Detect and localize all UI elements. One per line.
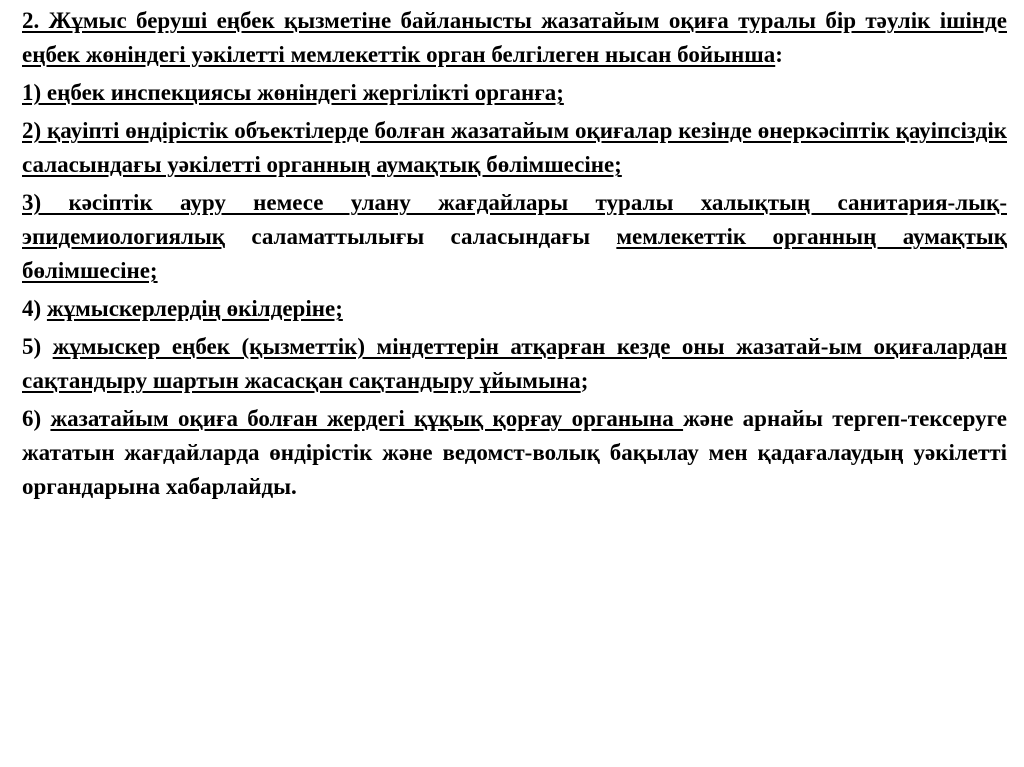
list-item-6-text-a: жазатайым оқиға болған жердегі құқық қорғау органына <box>50 406 684 431</box>
list-item-3-text-c: мемлекеттік органның аумақтық бөлімшесіне; <box>22 224 1007 283</box>
list-item-3-text-a: 3) кәсіптік ауру немесе улану жағдайлары туралы халықтың санитария-лық-эпидемиологиялық <box>22 190 1007 249</box>
intro-colon: : <box>775 42 783 67</box>
list-item-3 <box>22 186 1007 288</box>
list-item-2 <box>22 114 1007 182</box>
list-item-4 <box>22 292 1007 326</box>
list-item-5-number: 5) <box>22 334 53 359</box>
list-item-6 <box>22 402 1007 504</box>
document-body <box>22 4 1007 508</box>
list-item-2-text: 2) қауіпті өндірістік объектілерде болған жазатайым оқиғалар кезінде өнеркәсіптік қауіпсіздік саласындағы уәкілетті органның аумақтық бөлімшесіне; <box>22 118 1007 177</box>
list-item-3-text-b: саламаттылығы саласындағы <box>225 224 617 249</box>
list-item-4-text: жұмыскерлердің өкілдеріне; <box>46 296 343 321</box>
paragraph-intro <box>22 4 1007 72</box>
intro-text: 2. Жұмыс беруші еңбек қызметіне байланысты жазатайым оқиға туралы бір тәулік ішінде еңбек жөніндегі уәкілетті мемлекеттік орган белгілеген нысан бойынша <box>22 8 1007 67</box>
list-item-5-text: жұмыскер еңбек (қызметтік) міндеттерін атқарған кезде оны жазатай-ым оқиғалардан сақтандыру шартын жасасқан сақтандыру ұйымына <box>22 334 1007 393</box>
list-item-4-number: 4) <box>22 296 47 321</box>
list-item-6-number: 6) <box>22 406 51 431</box>
list-item-1-text: 1) еңбек инспекциясы жөніндегі жергілікті органға; <box>22 80 564 105</box>
list-item-5-semicolon: ; <box>580 368 589 393</box>
list-item-1 <box>22 76 1007 110</box>
list-item-5 <box>22 330 1007 398</box>
list-item-6-text-b: және арнайы тергеп-тексеруге жататын жағдайларда өндірістік және ведомст-волық бақылау мен қадағалаудың уәкілетті органдарына хабарлайды. <box>22 406 1007 499</box>
